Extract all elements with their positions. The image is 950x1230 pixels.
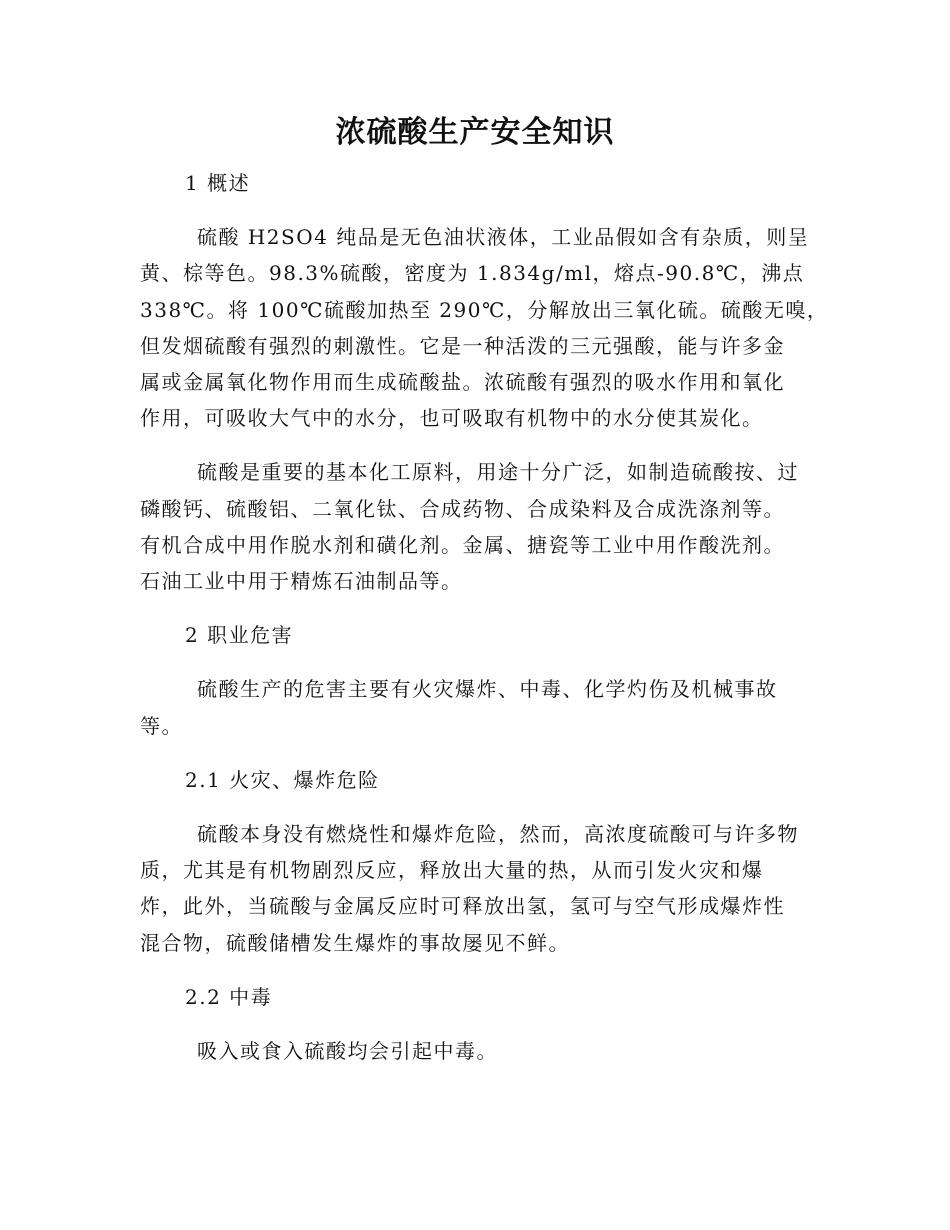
paragraph-line: 硫酸是重要的基本化工原料，用途十分广泛，如制造硫酸按、过	[197, 460, 799, 485]
paragraph-line: 硫酸本身没有燃烧性和爆炸危险，然而，高浓度硫酸可与许多物	[197, 822, 799, 847]
paragraph-line: 等。	[140, 713, 183, 738]
paragraph-line: 磷酸钙、硫酸铝、二氧化钛、合成药物、合成染料及合成洗涤剂等。	[140, 496, 785, 521]
section-heading-fire-explosion: 2.1 火灾、爆炸危险	[185, 767, 380, 792]
paragraph-line: 338℃。将 100℃硫酸加热至 290℃，分解放出三氧化硫。硫酸无嗅，	[140, 297, 829, 322]
section-heading-poisoning: 2.2 中毒	[185, 984, 273, 1009]
paragraph-line: 硫酸 H2SO4 纯品是无色油状液体，工业品假如含有杂质，则呈	[197, 225, 810, 250]
paragraph-line: 属或金属氧化物作用而生成硫酸盐。浓硫酸有强烈的吸水作用和氧化	[140, 370, 785, 395]
paragraph-line: 炸，此外，当硫酸与金属反应时可释放出氢，氢可与空气形成爆炸性	[140, 894, 785, 919]
paragraph-line: 作用，可吸收大气中的水分，也可吸取有机物中的水分使其炭化。	[140, 406, 764, 431]
paragraph-poisoning	[140, 1033, 830, 1069]
document-body	[140, 165, 830, 1087]
paragraph-line: 石油工业中用于精炼石油制品等。	[140, 569, 463, 594]
paragraph-line: 有机合成中用作脱水剂和磺化剂。金属、搪瓷等工业中用作酸洗剂。	[140, 532, 785, 557]
paragraph-line: 黄、棕等色。98.3%硫酸，密度为 1.834g/ml，熔点-90.8℃，沸点	[140, 261, 805, 286]
paragraph-line: 但发烟硫酸有强烈的刺激性。它是一种活泼的三元强酸，能与许多金	[140, 333, 785, 358]
paragraph-overview-properties	[140, 219, 830, 436]
paragraph-fire-explosion	[140, 816, 830, 961]
section-heading-occupational-hazards: 2 职业危害	[185, 623, 294, 648]
paragraph-line: 质，尤其是有机物剧烈反应，释放出大量的热，从而引发火灾和爆	[140, 858, 764, 883]
section-heading-overview: 1 概述	[185, 171, 251, 195]
paragraph-hazards-summary	[140, 671, 830, 743]
paragraph-line: 吸入或食入硫酸均会引起中毒。	[197, 1039, 498, 1064]
paragraph-overview-uses	[140, 454, 830, 599]
paragraph-line: 硫酸生产的危害主要有火灾爆炸、中毒、化学灼伤及机械事故	[197, 677, 778, 702]
document-title: 浓硫酸生产安全知识	[335, 115, 615, 150]
paragraph-line: 混合物，硫酸储槽发生爆炸的事故屡见不鲜。	[140, 930, 570, 955]
